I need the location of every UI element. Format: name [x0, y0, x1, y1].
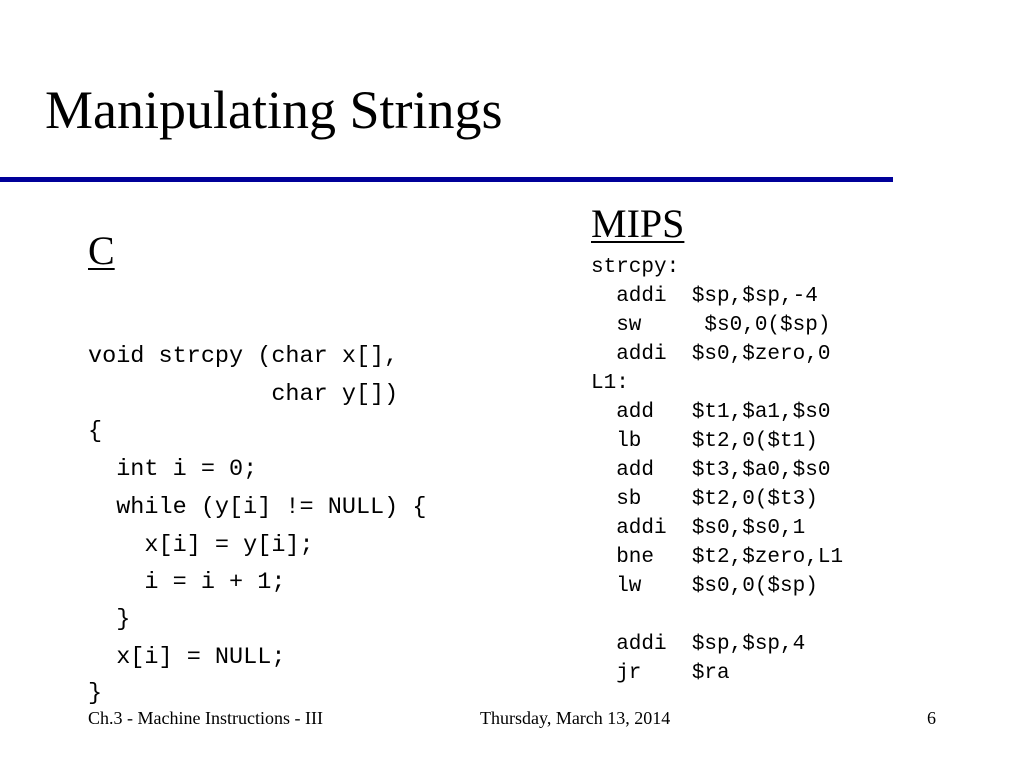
title-divider: [0, 177, 893, 182]
mips-code-line: addi $s0,$s0,1: [591, 517, 806, 540]
c-code-line: char y[]): [88, 381, 399, 408]
c-heading: C: [88, 228, 115, 273]
c-code-line: i = i + 1;: [88, 569, 286, 596]
mips-code-line: jr $ra: [591, 662, 730, 685]
footer-date: Thursday, March 13, 2014: [480, 708, 671, 728]
c-code-line: x[i] = NULL;: [88, 644, 286, 671]
c-code-line: while (y[i] != NULL) {: [88, 494, 427, 521]
mips-code-line: addi $sp,$sp,4: [591, 633, 806, 656]
mips-code-line: sb $t2,0($t3): [591, 488, 818, 511]
footer-chapter: Ch.3 - Machine Instructions - III: [88, 708, 323, 728]
mips-code-line: bne $t2,$zero,L1: [591, 546, 844, 569]
mips-code-line: strcpy:: [591, 256, 680, 279]
c-code-line: void strcpy (char x[],: [88, 343, 399, 370]
mips-code-line: lw $s0,0($sp): [591, 575, 818, 598]
mips-code-line: addi $sp,$sp,-4: [591, 285, 818, 308]
c-code-line: {: [88, 418, 103, 445]
mips-code-line: add $t1,$a1,$s0: [591, 401, 831, 424]
mips-code-line: add $t3,$a0,$s0: [591, 459, 831, 482]
c-code-line: x[i] = y[i];: [88, 532, 314, 559]
mips-code-line: addi $s0,$zero,0: [591, 343, 831, 366]
mips-code-line: L1:: [591, 372, 629, 395]
mips-code-line: sw $s0,0($sp): [591, 314, 831, 337]
c-code-line: int i = 0;: [88, 456, 258, 483]
c-code-line: }: [88, 606, 131, 633]
footer-page-number: 6: [927, 708, 936, 728]
mips-heading: MIPS: [591, 201, 685, 246]
slide-title: Manipulating Strings: [45, 80, 503, 140]
c-code-line: }: [88, 680, 103, 707]
mips-code-line: lb $t2,0($t1): [591, 430, 818, 453]
